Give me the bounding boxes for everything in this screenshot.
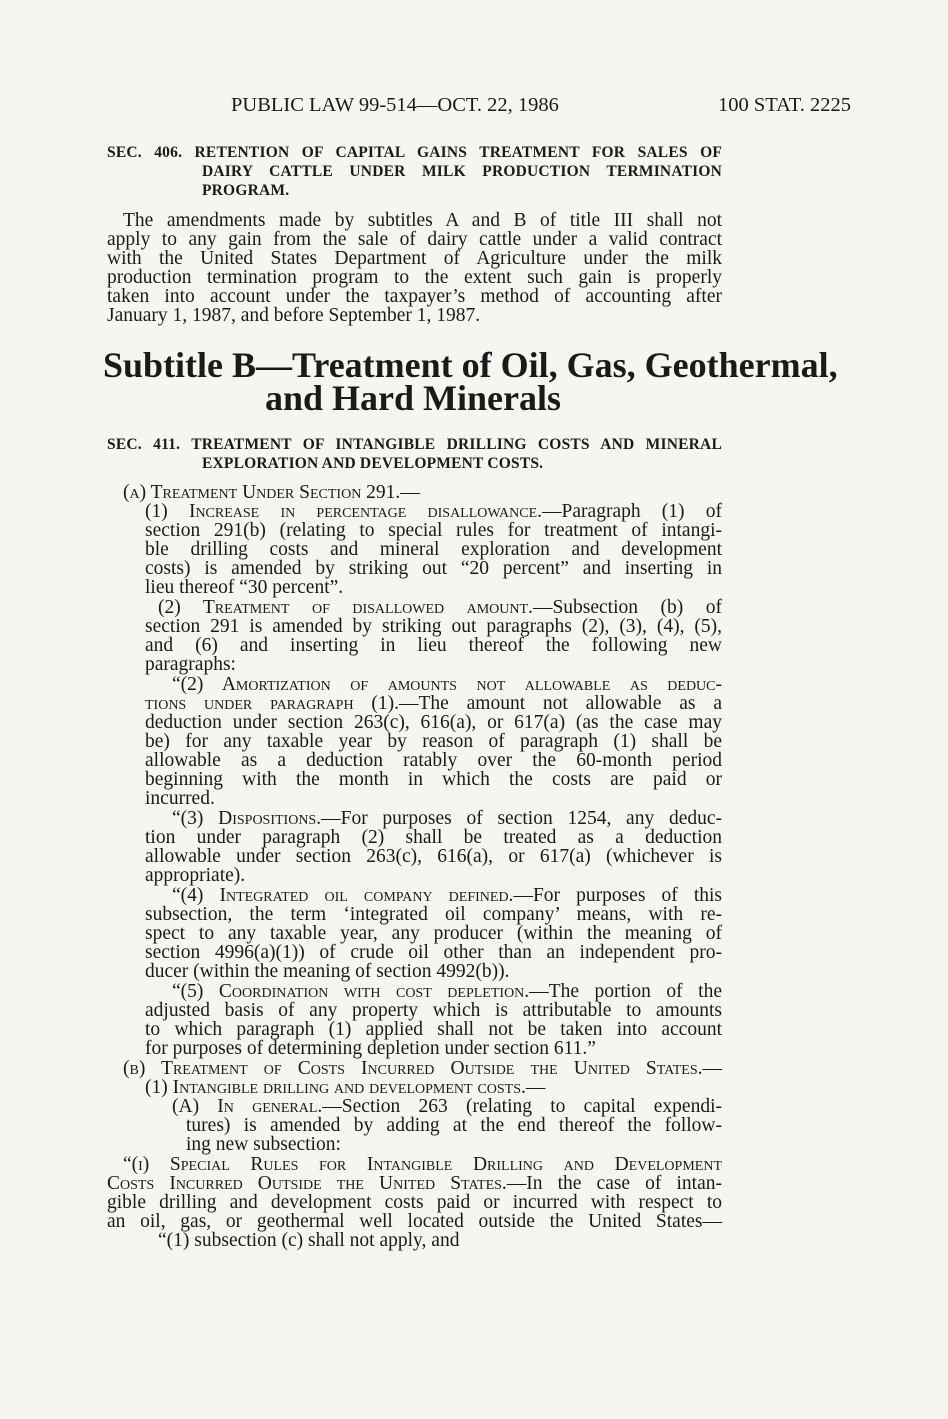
new-subsection-i-line: gible drilling and development costs paid or incurred with respect to [107, 1192, 722, 1213]
new-paragraph-2-line: deduction under section 263(c), 616(a), or 617(a) (as the case may [145, 712, 722, 733]
new-paragraph-2-line: beginning with the month in which the costs are paid or [145, 769, 722, 790]
paragraph-a1-first-line: (1) Increase in percentage disallowance.—Paragraph (1) of [145, 501, 722, 522]
new-paragraph-3-first-line: “(3) Dispositions.—For purposes of section 1254, any deduc- [172, 808, 722, 829]
paragraph-a2-line: and (6) and inserting in lieu thereof the following new [145, 635, 722, 656]
paragraph-caption: “(4) Integrated oil company defined. [172, 885, 514, 906]
section-406-heading-line-1: SEC. 406. RETENTION OF CAPITAL GAINS TREATMENT FOR SALES OF [107, 144, 722, 161]
running-head: PUBLIC LAW 99-514—OCT. 22, 1986 [231, 94, 559, 116]
subparagraph-b1A-line: ing new subsection: [186, 1134, 341, 1155]
paragraph-b1-heading: (1) Intangible drilling and development costs.— [145, 1077, 546, 1098]
new-paragraph-4-first-line: “(4) Integrated oil company defined.—For purposes of this [172, 885, 722, 906]
subsection-b-heading: (b) Treatment of Costs Incurred Outside the United States.— [123, 1058, 722, 1079]
new-paragraph-2-line: be) for any taxable year by reason of paragraph (1) shall be [145, 731, 722, 752]
paragraph-a2-first-line: (2) Treatment of disallowed amount.—Subsection (b) of [158, 597, 722, 618]
new-paragraph-4-line: ducer (within the meaning of section 4992(b)). [145, 961, 510, 982]
paragraph-caption: “(3) Dispositions. [172, 808, 322, 829]
section-406-body-line: taken into account under the taxpayer’s method of accounting after [107, 286, 722, 307]
paragraph-a1-line: lieu thereof “30 percent”. [145, 577, 344, 598]
section-406-body-line: January 1, 1987, and before September 1, 1987. [107, 305, 481, 326]
new-subsection-i-caption: “(i) Special Rules for Intangible Drilling and Development [123, 1154, 722, 1175]
new-paragraph-2-line: tions under paragraph (1).—The amount not allowable as a [145, 693, 722, 714]
new-subsection-i-line: an oil, gas, or geothermal well located outside the United States— [107, 1211, 722, 1232]
new-subsection-i-line: Costs Incurred Outside the United States.—In the case of intan- [107, 1173, 722, 1194]
paragraph-caption: (A) In general. [172, 1096, 323, 1117]
section-406-heading-line-3: PROGRAM. [202, 182, 290, 199]
paragraph-caption: (2) Treatment of disallowed amount. [158, 597, 533, 618]
new-paragraph-4-line: spect to any taxable year, any producer (within the meaning of [145, 923, 722, 944]
new-paragraph-5-line: to which paragraph (1) applied shall not be taken into account [145, 1019, 722, 1040]
new-paragraph-2-line: incurred. [145, 788, 215, 809]
section-406-body-line: The amendments made by subtitles A and B of title III shall not [123, 210, 722, 231]
new-paragraph-3-line: allowable under section 263(c), 616(a), or 617(a) (whichever is [145, 846, 722, 867]
paragraph-a1-line: costs) is amended by striking out “20 percent” and inserting in [145, 558, 722, 579]
section-406-body-line: with the United States Department of Agriculture under the milk [107, 248, 722, 269]
paragraph-caption: Costs Incurred Outside the United States. [107, 1173, 507, 1194]
new-paragraph-3-line: tion under paragraph (2) shall be treated as a deduction [145, 827, 722, 848]
new-subsection-i-last-line: “(1) subsection (c) shall not apply, and [158, 1230, 460, 1251]
paragraph-a1-line: section 291(b) (relating to special rules for treatment of intangi- [145, 520, 722, 541]
paragraph-a1-line: ble drilling costs and mineral exploration and development [145, 539, 722, 560]
subtitle-heading-line-1: Subtitle B—Treatment of Oil, Gas, Geothermal, [103, 345, 838, 385]
subparagraph-b1A-line: tures) is amended by adding at the end thereof the follow- [186, 1115, 722, 1136]
new-paragraph-3-line: appropriate). [145, 865, 246, 886]
new-paragraph-2-line: allowable as a deduction ratably over the 60-month period [145, 750, 722, 771]
subsection-a-heading: (a) Treatment Under Section 291.— [123, 482, 420, 503]
section-411-heading-line-2: EXPLORATION AND DEVELOPMENT COSTS. [202, 455, 544, 472]
new-paragraph-5-line: adjusted basis of any property which is attributable to amounts [145, 1000, 722, 1021]
paragraph-caption: (1) Increase in percentage disallowance. [145, 501, 543, 522]
new-paragraph-5-line: for purposes of determining depletion under section 611.” [145, 1038, 596, 1059]
section-406-body-line: production termination program to the extent such gain is properly [107, 267, 722, 288]
new-paragraph-5-first-line: “(5) Coordination with cost depletion.—The portion of the [172, 981, 722, 1002]
paragraph-a2-line: paragraphs: [145, 654, 236, 675]
section-411-heading-line-1: SEC. 411. TREATMENT OF INTANGIBLE DRILLING COSTS AND MINERAL [107, 436, 722, 453]
section-406-heading-line-2: DAIRY CATTLE UNDER MILK PRODUCTION TERMINATION [202, 163, 722, 180]
subparagraph-b1A-first-line: (A) In general.—Section 263 (relating to capital expendi- [172, 1096, 722, 1117]
paragraph-caption: “(5) Coordination with cost depletion. [172, 981, 530, 1002]
paragraph-a2-line: section 291 is amended by striking out paragraphs (2), (3), (4), (5), [145, 616, 722, 637]
new-paragraph-4-line: section 4996(a)(1)) of crude oil other than an independent pro- [145, 942, 722, 963]
paragraph-caption: tions under paragraph (1) [145, 693, 395, 714]
section-406-body-line: apply to any gain from the sale of dairy cattle under a valid contract [107, 229, 722, 250]
new-paragraph-2-caption: “(2) Amortization of amounts not allowable as deduc- [172, 674, 722, 695]
subtitle-heading-line-2: and Hard Minerals [264, 378, 561, 418]
page-reference: 100 STAT. 2225 [718, 94, 851, 116]
new-paragraph-4-line: subsection, the term ‘integrated oil company’ means, with re- [145, 904, 722, 925]
